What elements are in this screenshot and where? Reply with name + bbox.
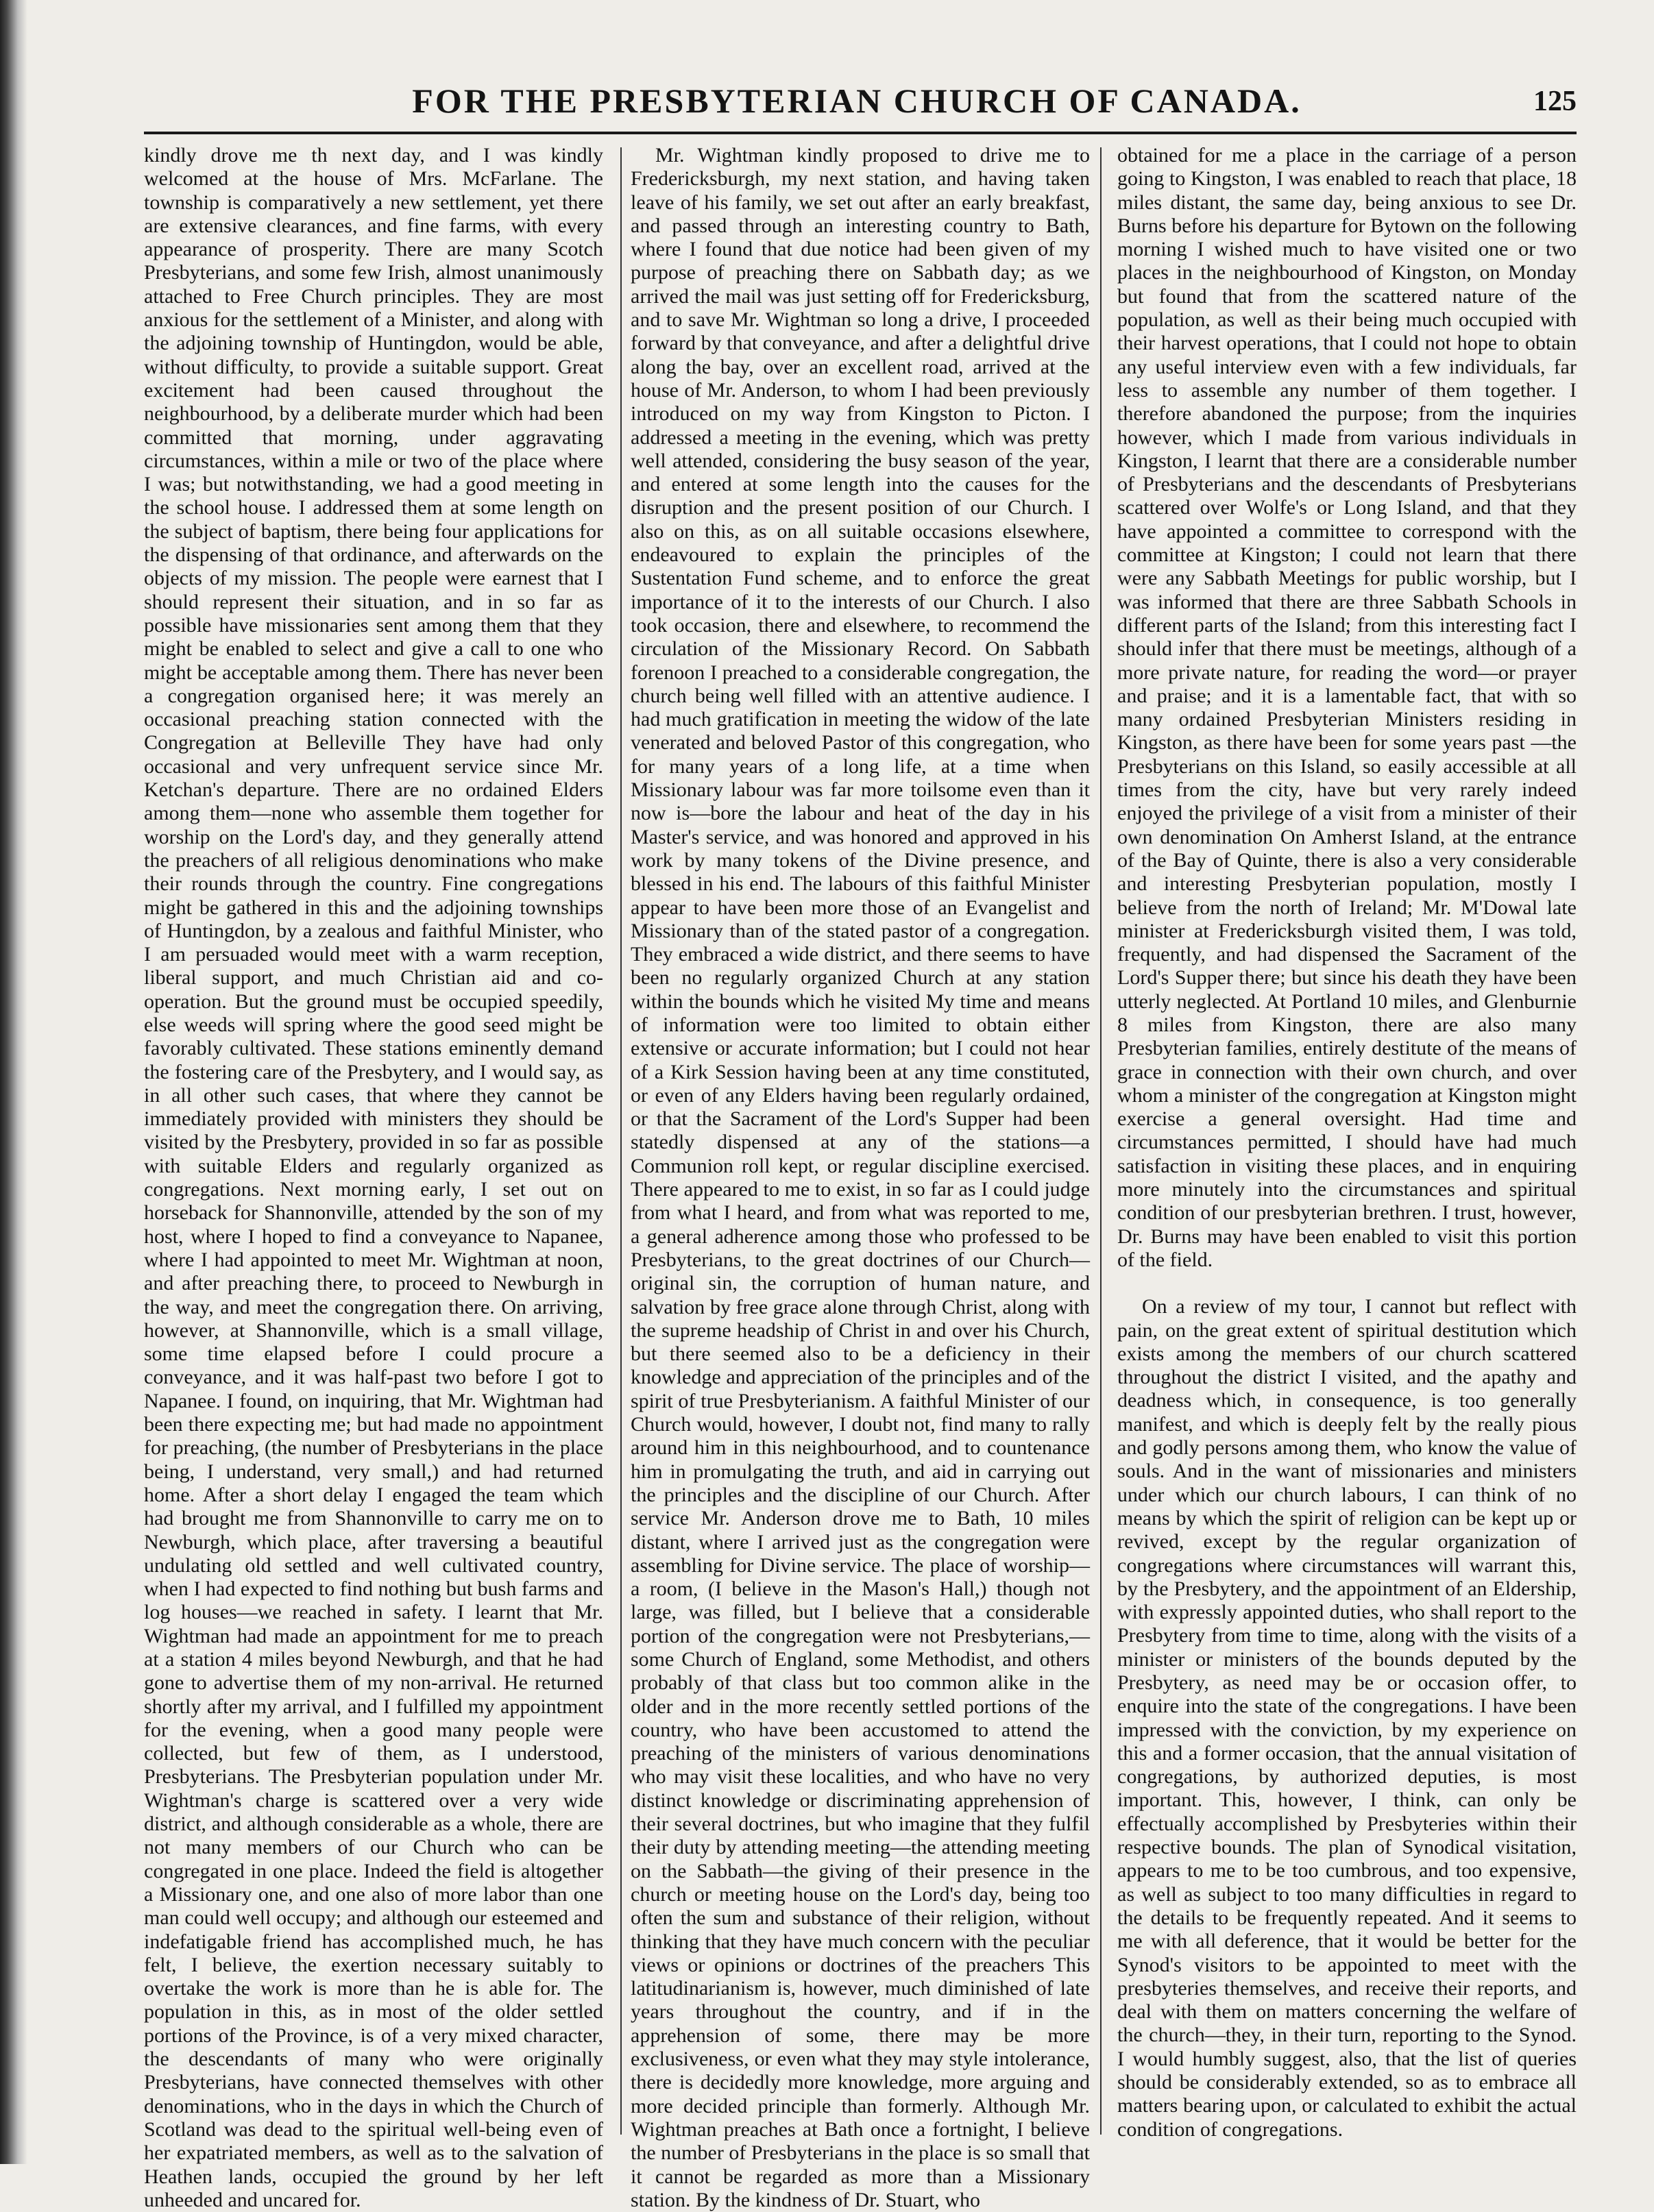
column-2 bbox=[631, 144, 1090, 2211]
article-columns bbox=[144, 144, 1577, 2211]
running-title: FOR THE PRESBYTERIAN CHURCH OF CANADA. bbox=[412, 82, 1302, 120]
header-rule bbox=[144, 132, 1577, 134]
column-2-paragraph-1: Mr. Wightman kindly proposed to drive me to Fredericksburgh, my next station, and having taken leave of his family, we set out after an early breakfast, and passed through an interesting country to Bath, where I found that due notice had been given of my purpose of preaching there on Sabbath day; as we arrived the mail was just setting off for Fredericksburg, and to save Mr. Wightman so long a drive, I proceeded forward by that conveyance, and after a delightful drive along the bay, over an excellent road, arrived at the house of Mr. Anderson, to whom I had been previously introduced on my way from Kingston to Picton. I addressed a meeting in the evening, which was pretty well attended, considering the busy season of the year, and entered at some length into the causes for the disruption and the present position of our Church. I also on this, as on all suitable occasions elsewhere, endeavoured to explain the principles of the Sustentation Fund scheme, and to enforce the great importance of it to the interests of our Church. I also took occasion, there and elsewhere, to recommend the circulation of the Missionary Record. On Sabbath forenoon I preached to a considerable congregation, the church being well filled with an attentive audience. I had much gratification in meeting the widow of the late venerated and beloved Pastor of this congregation, who for many years of a long life, at a time when Missionary labour was far more toilsome even than it now is—bore the labour and heat of the day in his Master's service, and was honored and approved in his work by many tokens of the Divine presence, and blessed in his end. The labours of this faithful Minister appear to have been more those of an Evangelist and Missionary than of the stated pastor of a congregation. They embraced a wide district, and there seems to have been no regularly organized Church at any station within the bounds which he visited My time and means of information were too limited to obtain either extensive or accurate information; but I could not hear of a Kirk Session having been at any time constituted, or even of any Elders having been regularly ordained, or that the Sacrament of the Lord's Supper had been statedly dispensed at any of the stations—a Communion roll kept, or regular discipline exercised. There appeared to me to exist, in so far as I could judge from what I heard, and from what was reported to me, a general adherence among those who professed to be Presbyterians, to the great doctrines of our Church—original sin, the corruption of human nature, and salvation by free grace alone through Christ, along with the supreme headship of Christ in and over his Church, but there seemed also to be a deficiency in their knowledge and appreciation of the principles and of the spirit of true Presbyterianism. A faithful Minister of our Church would, however, I doubt not, find many to rally around him in this neighbourhood, and to countenance him in promulgating the truth, and aid in carrying out the principles and the discipline of our Church. After service Mr. Anderson drove me to Bath, 10 miles distant, where I arrived just as the congregation were assembling for Divine service. The place of worship—a room, (I believe in the Mason's Hall,) though not large, was filled, but I believe that a considerable portion of the congregation were not Presbyterians,—some Church of England, some Methodist, and others probably of that class but too common alike in the older and in the more recently settled portions of the country, who have been accustomed to attend the preaching of the ministers of various denominations who may visit these localities, and who have no very distinct knowledge or discriminating apprehension of their several doctrines, but who imagine that they fulfil their duty by attending meeting—the attending meeting on the Sabbath—the giving of their presence in the church or meeting house on the Lord's day, being too often the sum and substance of their religion, without thinking that they have much concern with the peculiar views or opinions or doctrines of the preachers This latitudinarianism is, however, much diminished of late years throughout the country, and if in the apprehension of some, there may be more exclusiveness, or even what they may style intolerance, there is decidedly more knowledge, more arguing and more decided principle than formerly. Although Mr. Wightman preaches at Bath once a fortnight, I believe the number of Presbyterians in the place is so small that it cannot be regarded as more than a Missionary station. By the kindness of Dr. Stuart, who bbox=[631, 144, 1090, 2211]
column-3-paragraph-2: On a review of my tour, I cannot but reflect with pain, on the great extent of spiritual destitution which exists among the members of our church scattered throughout the district I visited, and the apathy and deadness which, in consequence, is too generally manifest, and which is deeply felt by the really pious and godly persons among them, who know the value of souls. And in the want of missionaries and ministers under which our church labours, I can think of no means by which the spirit of religion can be kept up or revived, except by the regular organization of congregations where circumstances will warrant this, by the Presbytery, and the appointment of an Eldership, with expressly appointed duties, who shall report to the Presbytery from time to time, along with the visits of a minister or ministers of the bounds deputed by the Presbytery, as need may be or occasion offer, to enquire into the state of the congregations. I have been impressed with the conviction, by my experience on this and a former occasion, that the annual visitation of congregations, by authorized deputies, is most important. This, however, I think, can only be effectually accomplished by Presbyteries within their respective bounds. The plan of Synodical visitation, appears to me to be too cumbrous, and too expensive, as well as subject to too many difficulties in regard to the details to be frequently repeated. And it seems to me with all deference, that it would be better for the Synod's visitors to be appointed to meet with the presbyteries themselves, and receive their reports, and deal with them on matters concerning the welfare of the church—they, in their turn, reporting to the Synod. I would humbly suggest, also, that the list of queries should be considerably extended, so as to embrace all matters bearing upon, or calculated to exhibit the actual condition of congregations. bbox=[1117, 1295, 1577, 2141]
column-3 bbox=[1117, 144, 1577, 2145]
column-3-paragraph-1: obtained for me a place in the carriage of a person going to Kingston, I was enabled to reach that place, 18 miles distant, the same day, being anxious to see Dr. Burns before his departure for Bytown on the following morning I wished much to have visited one or two places in the neighbourhood of Kingston, on Monday but found that from the scattered nature of the population, as well as their being much occupied with their harvest operations, that I could not hope to obtain any useful interview even with a few individuals, far less to assemble any number of them together. I therefore abandoned the purpose; from the inquiries however, which I made from various individuals in Kingston, I learnt that there are a considerable number of Presbyterians and the descendants of Presbyterians scattered over Wolfe's or Long Island, and that they have appointed a committee to correspond with the committee at Kingston; I could not learn that there were any Sabbath Meetings for public worship, but I was informed that there are three Sabbath Schools in different parts of the Island; from this interesting fact I should infer that there must be meetings, although of a more private nature, for reading the word—or prayer and praise; and it is a lamentable fact, that with so many ordained Presbyterian Ministers residing in Kingston, as there have been for some years past —the Presbyterians on this Island, so easily accessible at all times from the city, have but very rarely indeed enjoyed the privilege of a visit from a minister of their own denomination On Amherst Island, at the entrance of the Bay of Quinte, there is also a very considerable and interesting Presbyterian population, mostly I believe from the north of Ireland; Mr. M'Dowal late minister at Fredericksburgh visited them, I was told, frequently, and had dispensed the Sacrament of the Lord's Supper there; but since his death they have been utterly neglected. At Portland 10 miles, and Glenburnie 8 miles from Kingston, there are also many Presbyterian families, entirely destitute of the means of grace in connection with their own church, and over whom a minister of the congregation at Kingston might exercise a general oversight. Had time and circumstances permitted, I should have had much satisfaction in visiting these places, and in enquiring more minutely into the circumstances and spiritual condition of our presbyterian brethren. I trust, however, Dr. Burns may have been enabled to visit this portion of the field. bbox=[1117, 144, 1577, 1271]
page-binding-edge bbox=[0, 0, 27, 2164]
page-number: 125 bbox=[1533, 86, 1577, 117]
column-1-paragraph-1: kindly drove me th next day, and I was kindly welcomed at the house of Mrs. McFarlane. The township is comparatively a new settlement, yet there are extensive clearances, and fine farms, with every appearance of prosperity. There are many Scotch Presbyterians, and some few Irish, almost unanimously attached to Free Church principles. They are most anxious for the settlement of a Minister, and along with the adjoining township of Huntingdon, would be able, without difficulty, to provide a suitable support. Great excitement had been caused throughout the neighbourhood, by a deliberate murder which had been committed that morning, under aggravating circumstances, within a mile or two of the place where I was; but notwithstanding, we had a good meeting in the school house. I addressed them at some length on the subject of baptism, there being four applications for the dispensing of that ordinance, and afterwards on the objects of my mission. The people were earnest that I should represent their situation, and in so far as possible have missionaries sent among them that they might be enabled to select and give a call to one who might be acceptable among them. There has never been a congregation organised here; it was merely an occasional preaching station connected with the Congregation at Belleville They have had only occasional and very unfrequent service since Mr. Ketchan's departure. There are no ordained Elders among them—none who assemble them together for worship on the Lord's day, and they generally attend the preachers of all religious denominations who make their rounds through the country. Fine congregations might be gathered in this and the adjoining townships of Huntingdon, by a zealous and faithful Minister, who I am persuaded would meet with a warm reception, liberal support, and much Christian aid and co-operation. But the ground must be occupied speedily, else weeds will spring where the good seed might be favorably cultivated. These stations eminently demand the fostering care of the Presbytery, and I would say, as in all other such cases, that where they cannot be immediately provided with ministers they should be visited by the Presbytery, provided in so far as possible with suitable Elders and regularly organized as congregations. Next morning early, I set out on horseback for Shannonville, attended by the son of my host, where I hoped to find a conveyance to Napanee, where I had appointed to meet Mr. Wightman at noon, and after preaching there, to proceed to Newburgh in the way, and meet the congregation there. On arriving, however, at Shannonville, which is a small village, some time elapsed before I could procure a conveyance, and it was half-past two before I got to Napanee. I found, on inquiring, that Mr. Wightman had been there expecting me; but had made no appointment for preaching, (the number of Presbyterians in the place being, I understand, very small,) and had returned home. After a short delay I engaged the team which had brought me from Shannonville to carry me on to Newburgh, which place, after traversing a beautiful undulating old settled and well cultivated country, when I had expected to find nothing but bush farms and log houses—we reached in safety. I learnt that Mr. Wightman had made an appointment for me to preach at a station 4 miles beyond Newburgh, and that he had gone to advertise them of my non-arrival. He returned shortly after my arrival, and I fulfilled my appointment for the evening, when a good many people were collected, but few of them, as I understood, Presbyterians. The Presbyterian population under Mr. Wightman's charge is scattered over a very wide district, and although considerable as a whole, there are not many members of our Church who can be congregated in one place. Indeed the field is altogether a Missionary one, and one also of more labor than one man could well occupy; and although our esteemed and indefatigable friend has accomplished much, he has felt, I believe, the exertion necessary suitably to overtake the work is more than he is able for. The population in this, as in most of the older settled portions of the Province, is of a very mixed character, the descendants of many who were originally Presbyterians, have connected themselves with other denominations, who in the days in which the Church of Scotland was dead to the spiritual well-being even of her expatriated members, as well as to the salvation of Heathen lands, occupied the ground by her left unheeded and uncared for. bbox=[144, 144, 603, 2211]
column-1 bbox=[144, 144, 603, 2211]
